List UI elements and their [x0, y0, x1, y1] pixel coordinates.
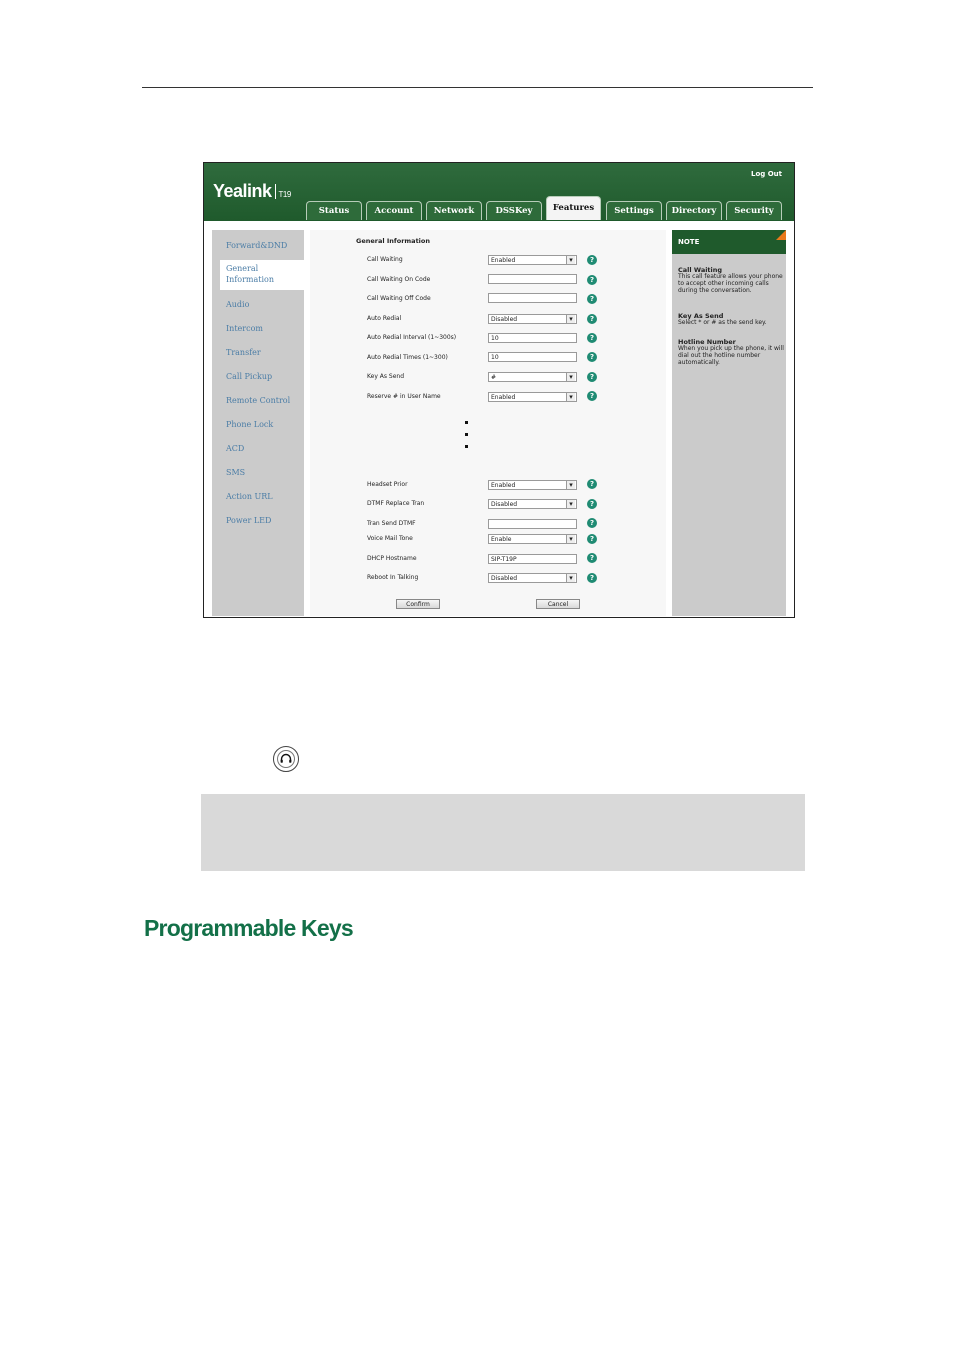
field-label: Key As Send: [367, 373, 405, 380]
headset-key-icon: [273, 746, 299, 772]
top-bar: [204, 163, 794, 221]
field-label: Auto Redial Times (1~300): [367, 354, 448, 361]
help-icon[interactable]: ?: [587, 372, 597, 382]
settings-form: [310, 230, 666, 616]
note-text: This call feature allows your phone to accept other incoming calls during the conversation.: [678, 273, 783, 294]
field-label: Tran Send DTMF: [367, 520, 416, 527]
help-icon[interactable]: ?: [587, 275, 597, 285]
sidebar-item-acd[interactable]: ACD: [226, 444, 245, 453]
help-icon[interactable]: ?: [587, 573, 597, 583]
tab-account[interactable]: Account: [366, 201, 422, 220]
sidebar-item-general-information[interactable]: General Information: [220, 260, 304, 290]
field-label: Reboot In Talking: [367, 574, 419, 581]
section-title: General Information: [356, 237, 430, 245]
feature-sidebar: [212, 230, 304, 616]
auto-redial-interval-input[interactable]: 10: [488, 333, 577, 343]
ellipsis-dot: [465, 433, 468, 436]
reserve-hash-select[interactable]: Enabled ▾: [488, 392, 577, 402]
sidebar-item-sms[interactable]: SMS: [226, 468, 246, 477]
tran-send-dtmf-input[interactable]: [488, 519, 577, 529]
field-label: Auto Redial Interval (1~300s): [367, 334, 457, 341]
field-label: Auto Redial: [367, 315, 402, 322]
field-label: Call Waiting On Code: [367, 276, 431, 283]
sidebar-item-forward-dnd[interactable]: Forward&DND: [226, 241, 288, 250]
field-label: Headset Prior: [367, 481, 408, 488]
help-icon[interactable]: ?: [587, 499, 597, 509]
note-text: When you pick up the phone, it will dial out the hotline number automatically.: [678, 345, 784, 366]
help-icon[interactable]: ?: [587, 294, 597, 304]
note-heading: Call Waiting: [678, 266, 723, 274]
cancel-button[interactable]: Cancel: [536, 599, 580, 609]
auto-redial-times-input[interactable]: 10: [488, 352, 577, 362]
web-ui-screenshot: [203, 162, 795, 618]
help-icon[interactable]: ?: [587, 333, 597, 343]
field-label: Call Waiting: [367, 256, 403, 263]
sidebar-item-audio[interactable]: Audio: [226, 300, 250, 309]
field-label: Call Waiting Off Code: [367, 295, 431, 302]
help-icon[interactable]: ?: [587, 553, 597, 563]
note-text: Select * or # as the send key.: [678, 319, 767, 326]
tab-directory[interactable]: Directory: [666, 201, 722, 220]
help-icon[interactable]: ?: [587, 518, 597, 528]
field-label: DHCP Hostname: [367, 555, 417, 562]
tab-settings[interactable]: Settings: [606, 201, 662, 220]
logo-model: T19: [278, 190, 291, 199]
sidebar-item-call-pickup[interactable]: Call Pickup: [226, 372, 273, 381]
sidebar-item-remote-control[interactable]: Remote Control: [226, 396, 291, 405]
headset-prior-select[interactable]: Enabled ▾: [488, 480, 577, 490]
help-icon[interactable]: ?: [587, 255, 597, 265]
field-label: Reserve # in User Name: [367, 393, 441, 400]
reboot-in-talking-select[interactable]: Disabled ▾: [488, 573, 577, 583]
dhcp-hostname-input[interactable]: SIP-T19P: [488, 554, 577, 564]
tab-dsskey[interactable]: DSSKey: [486, 201, 542, 220]
tab-security[interactable]: Security: [726, 201, 782, 220]
logout-link[interactable]: Log Out: [751, 170, 782, 178]
key-as-send-select[interactable]: # ▾: [488, 372, 577, 382]
note-panel: [672, 230, 786, 616]
sidebar-item-action-url[interactable]: Action URL: [226, 492, 273, 501]
note-box: [201, 794, 805, 871]
ellipsis-dot: [465, 421, 468, 424]
sidebar-item-transfer[interactable]: Transfer: [226, 348, 261, 357]
tab-features[interactable]: Features: [546, 196, 601, 220]
confirm-button[interactable]: Confirm: [396, 599, 440, 609]
headset-glyph-icon: [278, 751, 294, 767]
call-waiting-off-code-input[interactable]: [488, 293, 577, 303]
field-label: DTMF Replace Tran: [367, 500, 425, 507]
call-waiting-on-code-input[interactable]: [488, 274, 577, 284]
tab-status[interactable]: Status: [306, 201, 362, 220]
sidebar-item-power-led[interactable]: Power LED: [226, 516, 272, 525]
help-icon[interactable]: ?: [587, 534, 597, 544]
field-label: Voice Mail Tone: [367, 535, 413, 542]
yealink-logo: [213, 181, 291, 202]
help-icon[interactable]: ?: [587, 479, 597, 489]
help-icon[interactable]: ?: [587, 314, 597, 324]
dtmf-replace-tran-select[interactable]: Disabled ▾: [488, 499, 577, 509]
call-waiting-select[interactable]: Enabled ▾: [488, 255, 577, 265]
main-tabs: [204, 201, 794, 221]
sidebar-item-intercom[interactable]: Intercom: [226, 324, 263, 333]
help-icon[interactable]: ?: [587, 391, 597, 401]
help-icon[interactable]: ?: [587, 352, 597, 362]
note-title: NOTE: [672, 230, 786, 254]
logo-brand: Yealink: [213, 181, 272, 201]
auto-redial-select[interactable]: Disabled ▾: [488, 314, 577, 324]
voice-mail-tone-select[interactable]: Enable ▾: [488, 534, 577, 544]
note-heading: Key As Send: [678, 312, 724, 320]
note-corner-icon: [776, 230, 786, 240]
ellipsis-dot: [465, 445, 468, 448]
sidebar-item-phone-lock[interactable]: Phone Lock: [226, 420, 274, 429]
tab-network[interactable]: Network: [426, 201, 482, 220]
section-heading: Programmable Keys: [144, 915, 353, 941]
note-heading: Hotline Number: [678, 338, 736, 346]
page-header-rule: [142, 87, 813, 88]
